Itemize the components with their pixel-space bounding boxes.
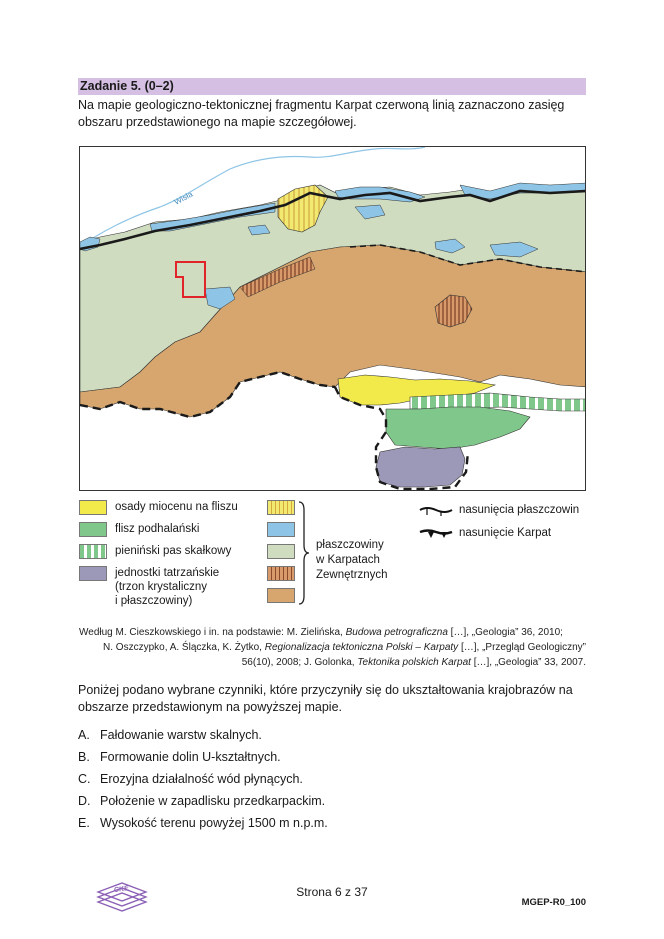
intro-line: obszaru przedstawionego na mapie szczegółowej.	[78, 115, 357, 129]
exam-code: MGEP-R0_100	[521, 897, 586, 908]
page-number: Strona 6 z 37	[296, 885, 368, 899]
option-d[interactable]: D. Położenie w zapadlisku przedkarpackim.	[78, 794, 326, 808]
source-citation	[79, 625, 586, 670]
legend-item-miocene	[79, 500, 238, 515]
nappe-overthrust-symbol	[419, 504, 453, 516]
legend-overthrust-nappes: nasunięcia płaszczowin	[459, 504, 580, 516]
legend-item-tatra	[79, 566, 219, 608]
legend-label: pieniński pas skałkowy	[115, 545, 232, 557]
legend-swatch	[79, 522, 107, 537]
legend-swatch-nappe-yellow	[267, 500, 295, 515]
region-purple-tatra	[376, 447, 465, 487]
river-label: Wisła	[172, 189, 195, 207]
map-svg	[80, 147, 586, 491]
legend-overthrust-carpathians: nasunięcie Karpat	[459, 527, 552, 539]
option-e[interactable]: E. Wysokość terenu powyżej 1500 m n.p.m.	[78, 816, 328, 830]
option-b[interactable]: B. Formowanie dolin U-kształtnych.	[78, 750, 281, 764]
legend-label: flisz podhalański	[115, 523, 200, 535]
legend-group-label: płaszczowiny w Karpatach Zewnętrznych	[316, 539, 388, 581]
geological-map	[79, 146, 586, 491]
task-intro	[78, 97, 586, 131]
legend-item-podhale	[79, 522, 199, 537]
legend-label: jednostki tatrzańskie (trzon krystaliczny i płaszczowiny)	[115, 567, 220, 607]
question-line: obszarze przedstawionym na powyższej mapie.	[78, 700, 343, 714]
legend-swatch	[79, 544, 107, 559]
legend-swatch-nappe-blue	[267, 522, 295, 537]
legend-swatch-nappe-brown	[267, 588, 295, 603]
legend-swatch-nappe-brown-hatched	[267, 566, 295, 581]
legend-brace	[297, 500, 311, 606]
option-a[interactable]: A. Fałdowanie warstw skalnych.	[78, 728, 262, 742]
legend-swatch	[79, 500, 107, 515]
region-green-podhale	[386, 407, 530, 449]
carpathian-overthrust-symbol	[419, 527, 453, 539]
task-header: Zadanie 5. (0–2)	[78, 78, 586, 95]
question-line: Poniżej podano wybrane czynniki, które przyczyniły się do ukształtowania krajobrazów na	[78, 683, 573, 697]
source-line: 56(10), 2008; J. Golonka, Tektonika polskich Karpat […], „Geologia” 33, 2007.	[241, 657, 586, 668]
svg-text:CKE: CKE	[114, 885, 129, 895]
legend-label: osady miocenu na fliszu	[115, 501, 238, 513]
legend-swatch	[79, 566, 107, 581]
intro-line: Na mapie geologiczno-tektonicznej fragmentu Karpat czerwoną linią zaznaczono zasięg	[78, 98, 565, 112]
source-line: Według M. Cieszkowskiego i in. na podstawie: M. Zielińska, Budowa petrograficzna […], „Geologia” 36, 2010;	[79, 627, 563, 638]
legend-item-pieniny	[79, 544, 231, 559]
question-text	[78, 682, 586, 716]
legend-swatch-nappe-sage	[267, 544, 295, 559]
map-legend	[79, 500, 589, 615]
source-line: N. Oszczypko, A. Ślączka, K. Żytko, Regionalizacja tektoniczna Polski – Karpaty […], „Przegląd Geologiczny”	[103, 642, 586, 653]
option-c[interactable]: C. Erozyjna działalność wód płynących.	[78, 772, 303, 786]
